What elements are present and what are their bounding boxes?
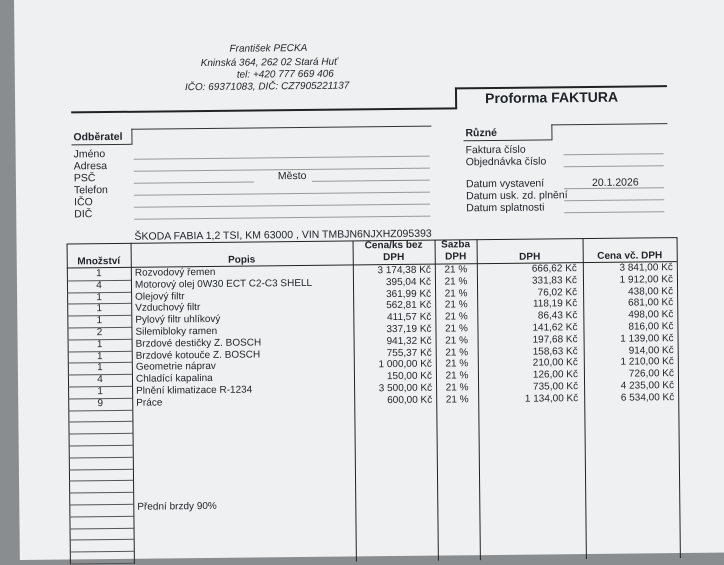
row-0-qty: 1 <box>96 268 102 280</box>
row-3-total: 681,00 Kč <box>628 297 674 309</box>
col-header-vat-rate: Sazba DPH <box>441 239 471 263</box>
misc-field-invoice-no: Faktura číslo <box>465 143 526 157</box>
row-7-rate: 21 % <box>445 346 469 359</box>
misc-field-issue-date: Datum vystavení <box>465 177 545 191</box>
col-header-desc: Popis <box>228 254 256 266</box>
row-6-rate: 21 % <box>445 335 469 347</box>
row-4-qty: 1 <box>96 315 103 327</box>
col-header-vat: DPH <box>519 251 541 263</box>
row-2-desc: Olejový filtr <box>135 290 185 303</box>
row-8-desc: Geometrie náprav <box>135 361 216 374</box>
row-10-rate: 21 % <box>445 382 469 394</box>
misc-heading: Různé <box>465 126 497 140</box>
row-10-vat: 735,00 Kč <box>532 381 579 393</box>
row-9-unit: 150,00 Kč <box>386 370 433 383</box>
row-9-total: 726,00 Kč <box>628 368 675 380</box>
row-8-qty: 1 <box>97 362 103 374</box>
row-3-rate: 21 % <box>444 299 468 311</box>
customer-heading: Odběratel <box>73 130 123 144</box>
supplier-address: Kninská 364, 262 02 Stará Huť <box>200 56 338 70</box>
row-6-vat: 197,68 Kč <box>532 333 578 346</box>
invoice-paper <box>14 0 724 560</box>
invoice-title: Proforma FAKTURA <box>484 88 619 107</box>
row-9-rate: 21 % <box>445 370 469 382</box>
row-11-vat: 1 134,00 Kč <box>524 392 579 405</box>
row-9-desc: Chladící kapalina <box>135 373 213 385</box>
row-1-qty: 4 <box>96 279 102 291</box>
row-0-desc: Rozvodový řemen <box>134 266 216 279</box>
customer-field-name: Jméno <box>73 148 106 161</box>
row-10-total: 4 235,00 Kč <box>620 380 675 392</box>
row-3-desc: Vzduchový filtr <box>135 302 201 315</box>
row-11-desc: Práce <box>136 397 163 409</box>
row-3-qty: 1 <box>96 303 103 315</box>
row-1-rate: 21 % <box>444 276 468 288</box>
row-2-vat: 76,02 Kč <box>537 286 578 299</box>
supplier-phone: tel: +420 777 669 406 <box>236 68 334 81</box>
row-3-unit: 562,81 Kč <box>386 300 432 312</box>
row-4-rate: 21 % <box>444 311 468 323</box>
customer-field-city: Město <box>277 169 307 183</box>
row-2-rate: 21 % <box>444 287 468 300</box>
row-1-unit: 395,04 Kč <box>385 276 432 288</box>
row-2-qty: 1 <box>96 291 102 303</box>
row-4-desc: Pylový filtr uhlíkový <box>135 314 221 326</box>
col-header-qty: Množství <box>77 255 121 268</box>
row-2-unit: 361,99 Kč <box>385 288 432 300</box>
issue-date-value: 20.1.2026 <box>591 176 639 189</box>
row-7-qty: 1 <box>96 350 103 362</box>
misc-field-tax-date: Datum usk. zd. plnění <box>466 189 568 203</box>
col-header-total: Cena vč. DPH <box>597 250 663 262</box>
row-11-rate: 21 % <box>445 394 469 406</box>
row-6-desc: Brzdové destičky Z. BOSCH <box>135 337 262 350</box>
customer-field-address: Adresa <box>73 160 108 173</box>
row-5-qty: 2 <box>96 327 103 339</box>
row-5-total: 816,00 Kč <box>628 321 674 333</box>
supplier-name: František PECKA <box>229 42 308 55</box>
row-5-desc: Silemibloky ramen <box>135 325 218 338</box>
note-text: Přední brzdy 90% <box>137 500 217 513</box>
misc-field-order-no: Objednávka číslo <box>465 155 547 169</box>
vehicle-info: ŠKODA FABIA 1,2 TSI, KM 63000 , VIN TMBJN6NJXHZ095393 <box>134 227 432 243</box>
row-8-total: 1 210,00 Kč <box>620 356 674 369</box>
row-6-unit: 941,32 Kč <box>386 335 432 347</box>
col-header-unit-price: Cena/ks bez DPH <box>364 239 423 264</box>
row-7-unit: 755,37 Kč <box>386 347 432 359</box>
row-2-total: 438,00 Kč <box>627 285 674 298</box>
customer-field-zip: PSČ <box>73 172 96 185</box>
row-0-rate: 21 % <box>444 264 468 276</box>
row-3-vat: 118,19 Kč <box>532 298 578 310</box>
misc-field-due-date: Datum splatnosti <box>466 201 545 215</box>
row-11-unit: 600,00 Kč <box>387 394 433 406</box>
row-4-unit: 411,57 Kč <box>386 311 432 324</box>
customer-field-dic: DIČ <box>74 208 93 221</box>
row-0-total: 3 841,00 Kč <box>619 262 673 274</box>
row-8-rate: 21 % <box>445 358 469 370</box>
row-11-qty: 9 <box>97 397 104 409</box>
row-7-desc: Brzdové kotouče Z. BOSCH <box>135 349 261 362</box>
row-6-qty: 1 <box>96 338 103 350</box>
row-7-total: 914,00 Kč <box>628 344 674 357</box>
row-9-vat: 126,00 Kč <box>532 369 579 381</box>
row-4-vat: 86,43 Kč <box>537 310 578 322</box>
supplier-ids: IČO: 69371083, DIČ: CZ7905221137 <box>184 80 350 94</box>
row-4-total: 498,00 Kč <box>628 309 674 321</box>
row-5-unit: 337,19 Kč <box>386 323 432 336</box>
row-6-total: 1 139,00 Kč <box>620 332 674 345</box>
row-10-desc: Plnění klimatizace R-1234 <box>136 384 253 397</box>
customer-field-ico: IČO <box>74 196 93 209</box>
row-0-vat: 666,62 Kč <box>531 263 577 275</box>
row-5-rate: 21 % <box>445 323 468 335</box>
row-0-unit: 3 174,38 Kč <box>377 264 431 277</box>
row-5-vat: 141,62 Kč <box>532 322 578 334</box>
row-9-qty: 4 <box>97 374 103 386</box>
row-7-vat: 158,63 Kč <box>532 345 578 358</box>
row-10-unit: 3 500,00 Kč <box>378 382 433 395</box>
row-1-total: 1 912,00 Kč <box>619 273 674 286</box>
row-8-unit: 1 000,00 Kč <box>378 359 432 371</box>
items-table <box>67 237 680 563</box>
row-8-vat: 210,00 Kč <box>532 357 578 369</box>
row-10-qty: 1 <box>97 386 103 398</box>
customer-field-phone: Telefon <box>73 184 108 197</box>
row-1-vat: 331,83 Kč <box>531 274 578 287</box>
row-1-desc: Motorový olej 0W30 ECT C2-C3 SHELL <box>134 277 313 291</box>
row-11-total: 6 534,00 Kč <box>620 391 675 404</box>
